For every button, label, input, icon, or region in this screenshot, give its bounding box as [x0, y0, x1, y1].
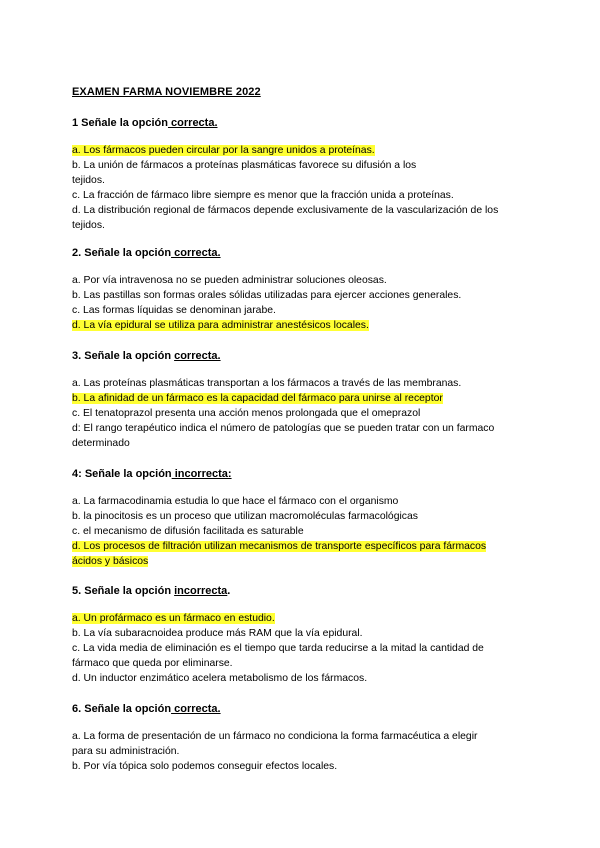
- option-text: a. La farmacodinamia estudia lo que hace el fármaco con el organismo: [72, 496, 399, 507]
- question-3: [72, 349, 542, 451]
- option-line: [72, 406, 542, 421]
- question-heading: [72, 584, 542, 599]
- question-2: [72, 246, 542, 333]
- option-line: [72, 203, 542, 218]
- options-list: [72, 494, 542, 569]
- question-heading: [72, 116, 542, 131]
- option-text: c. La fracción de fármaco libre siempre es menor que la fracción unida a proteínas.: [72, 190, 454, 201]
- option-line: [72, 729, 542, 744]
- option-line: [72, 671, 542, 686]
- option-text: a. La forma de presentación de un fármaco no condiciona la forma farmacéutica a elegir: [72, 731, 478, 742]
- option-text: para su administración.: [72, 746, 180, 757]
- question-keyword: correcta.: [174, 350, 221, 362]
- options-list: [72, 273, 542, 333]
- option-text: d: El rango terapéutico indica el número de patologías que se pueden tratar con un farmaco: [72, 423, 495, 434]
- question-heading: [72, 467, 542, 482]
- option-line: [72, 421, 542, 436]
- option-line: [72, 626, 542, 641]
- option-line: [72, 318, 542, 333]
- option-line: [72, 303, 542, 318]
- question-heading-text: 5. Señale la opción: [72, 585, 175, 597]
- option-text: b. la pinocitosis es un proceso que utilizan macromoléculas farmacológicas: [72, 511, 418, 522]
- option-text: d. Un inductor enzimático acelera metabolismo de los fármacos.: [72, 673, 368, 684]
- highlighted-answer-text: d. La vía epidural se utiliza para administrar anestésicos locales.: [72, 320, 369, 331]
- question-heading: [72, 246, 542, 261]
- option-line: [72, 143, 542, 158]
- options-list: [72, 143, 542, 233]
- question-keyword: correcta.: [171, 247, 221, 259]
- option-text: tejidos.: [72, 220, 105, 231]
- option-line: [72, 273, 542, 288]
- question-heading-text: 1 Señale la opción: [72, 117, 168, 129]
- option-line: [72, 641, 542, 656]
- option-line: [72, 218, 542, 233]
- highlighted-answer-text: b. La afinidad de un fármaco es la capacidad del fármaco para unirse al receptor: [72, 393, 443, 404]
- option-text: a. Por vía intravenosa no se pueden administrar soluciones oleosas.: [72, 275, 387, 286]
- option-line: [72, 524, 542, 539]
- question-heading-text: 6. Señale la opción: [72, 703, 172, 715]
- option-text: tejidos.: [72, 175, 105, 186]
- option-line: [72, 288, 542, 303]
- question-heading-text: 4: Señale la opción: [72, 468, 172, 480]
- option-text: c. La vida media de eliminación es el tiempo que tarda reducirse a la mitad la cantidad de: [72, 643, 484, 654]
- question-1: [72, 116, 542, 233]
- option-text: c. el mecanismo de difusión facilitada es saturable: [72, 526, 304, 537]
- exam-title: EXAMEN FARMA NOVIEMBRE 2022: [72, 86, 261, 98]
- question-heading: [72, 702, 542, 717]
- option-text: determinado: [72, 438, 130, 449]
- option-line: [72, 376, 542, 391]
- option-text: b. La unión de fármacos a proteínas plasmáticas favorece su difusión a los: [72, 160, 417, 171]
- option-line: [72, 436, 542, 451]
- option-text: fármaco que queda por eliminarse.: [72, 658, 233, 669]
- question-heading-tail: .: [227, 585, 231, 597]
- question-heading-text: 3. Señale la opción: [72, 350, 175, 362]
- option-line: [72, 158, 542, 173]
- question-keyword: correcta.: [167, 117, 218, 129]
- option-text: c. Las formas líquidas se denominan jarabe.: [72, 305, 276, 316]
- option-text: c. El tenatoprazol presenta una acción menos prolongada que el omeprazol: [72, 408, 421, 419]
- highlighted-answer-text: ácidos y básicos: [72, 556, 149, 567]
- question-heading-text: 2. Señale la opción: [72, 247, 172, 259]
- option-line: [72, 494, 542, 509]
- options-list: [72, 376, 542, 451]
- option-line: [72, 509, 542, 524]
- options-list: [72, 611, 542, 686]
- option-line: [72, 554, 542, 569]
- question-6: [72, 702, 542, 774]
- highlighted-answer-text: a. Un profármaco es un fármaco en estudio.: [72, 613, 275, 624]
- question-keyword: incorrecta:: [171, 468, 232, 480]
- highlighted-answer-text: a. Los fármacos pueden circular por la sangre unidos a proteínas.: [72, 145, 375, 156]
- option-line: [72, 656, 542, 671]
- question-4: [72, 467, 542, 569]
- option-line: [72, 391, 542, 406]
- option-line: [72, 173, 542, 188]
- option-text: b. Por vía tópica solo podemos conseguir efectos locales.: [72, 761, 338, 772]
- option-line: [72, 188, 542, 203]
- question-heading: [72, 349, 542, 364]
- option-text: b. Las pastillas son formas orales sólidas utilizadas para ejercer acciones generales.: [72, 290, 462, 301]
- option-line: [72, 539, 542, 554]
- option-line: [72, 759, 542, 774]
- question-keyword: incorrecta: [174, 585, 228, 597]
- option-text: b. La vía subaracnoidea produce más RAM que la vía epidural.: [72, 628, 363, 639]
- options-list: [72, 729, 542, 774]
- option-text: d. La distribución regional de fármacos depende exclusivamente de la vascularización de los: [72, 205, 499, 216]
- highlighted-answer-text: d. Los procesos de filtración utilizan mecanismos de transporte específicos para fármacos: [72, 541, 487, 552]
- question-5: [72, 584, 542, 686]
- question-keyword: correcta.: [171, 703, 221, 715]
- option-line: [72, 611, 542, 626]
- option-line: [72, 744, 542, 759]
- option-text: a. Las proteínas plasmáticas transportan a los fármacos a través de las membranas.: [72, 378, 462, 389]
